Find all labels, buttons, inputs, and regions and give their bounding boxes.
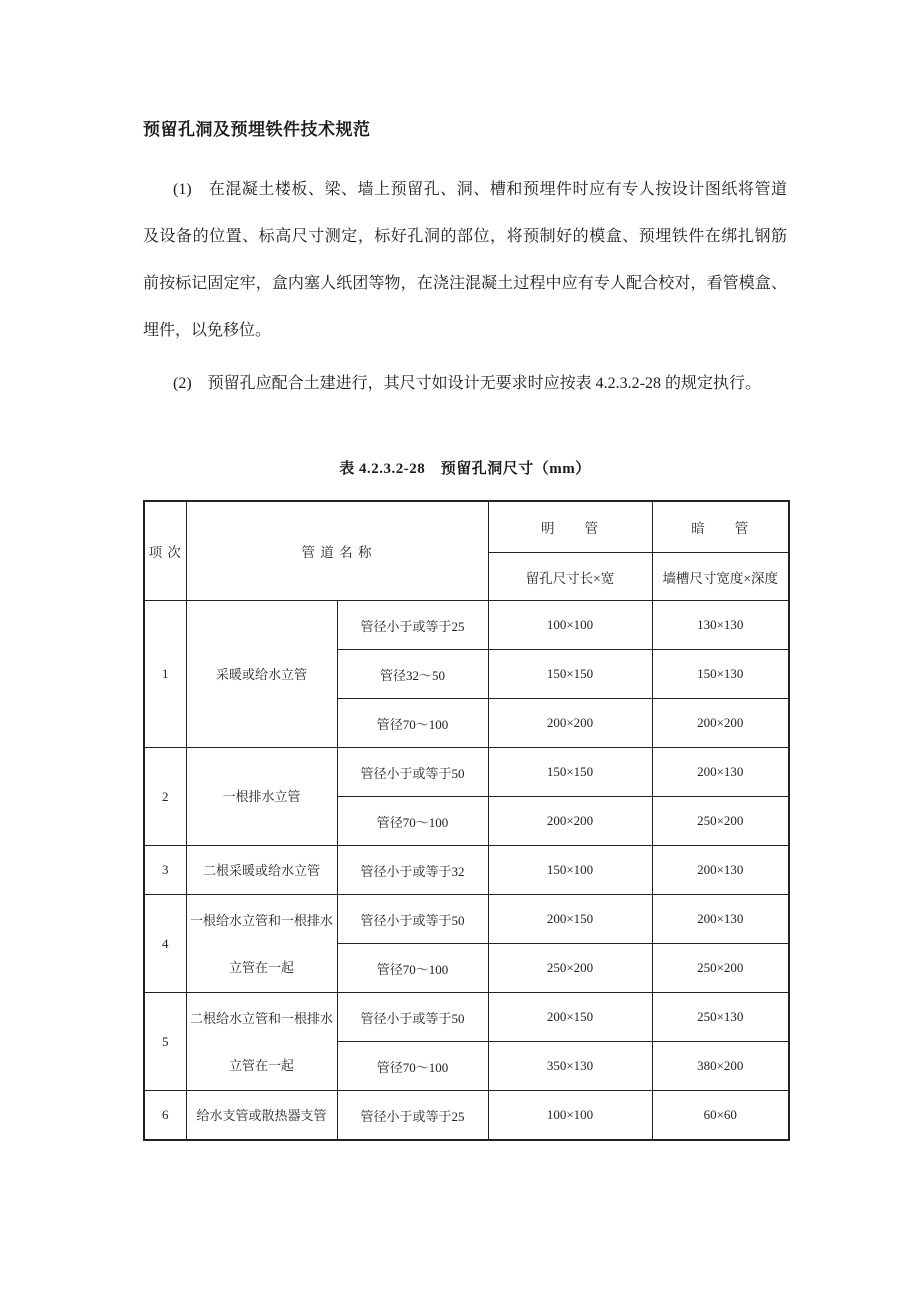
concealed-size-cell: 380×200	[652, 1042, 789, 1091]
concealed-size-cell: 200×130	[652, 846, 789, 895]
pipe-name-cell: 一根给水立管和一根排水立管在一起	[186, 895, 337, 993]
concealed-size-cell: 60×60	[652, 1091, 789, 1141]
item-number-cell: 3	[144, 846, 186, 895]
exposed-size-cell: 200×200	[488, 797, 652, 846]
exposed-size-cell: 200×150	[488, 895, 652, 944]
header-pipe-name-col: 管 道 名 称	[186, 501, 488, 601]
concealed-size-cell: 200×130	[652, 895, 789, 944]
paragraph-line: (2) 预留孔应配合土建进行，其尺寸如设计无要求时应按表 4.2.3.2-28 的规定执行。	[173, 375, 761, 392]
pipe-name-cell: 给水支管或散热器支管	[186, 1091, 337, 1141]
exposed-size-cell: 250×200	[488, 944, 652, 993]
concealed-size-cell: 200×130	[652, 748, 789, 797]
table-row	[144, 895, 789, 944]
concealed-size-cell: 250×130	[652, 993, 789, 1042]
paragraph-line: (1) 在混凝土楼板、梁、墙上预留孔、洞、槽和预埋件时应有专人按设计图纸将管道	[173, 181, 787, 198]
item-number-cell: 4	[144, 895, 186, 993]
exposed-size-cell: 200×200	[488, 699, 652, 748]
concealed-size-cell: 130×130	[652, 601, 789, 650]
header-item-col: 项 次	[144, 501, 186, 601]
exposed-size-cell: 100×100	[488, 601, 652, 650]
diameter-cell: 管径小于或等于50	[337, 895, 488, 944]
table-row	[144, 993, 789, 1042]
exposed-size-cell: 150×150	[488, 650, 652, 699]
diameter-cell: 管径70～100	[337, 1042, 488, 1091]
diameter-cell: 管径小于或等于50	[337, 748, 488, 797]
document-title: 预留孔洞及预埋铁件技术规范	[143, 120, 371, 139]
header-exposed-col: 明 管	[488, 501, 652, 553]
subheader-concealed-size: 墙槽尺寸宽度×深度	[652, 553, 789, 601]
diameter-cell: 管径小于或等于50	[337, 993, 488, 1042]
diameter-cell: 管径70～100	[337, 944, 488, 993]
pipe-name-cell: 二根给水立管和一根排水立管在一起	[186, 993, 337, 1091]
diameter-cell: 管径70～100	[337, 797, 488, 846]
diameter-cell: 管径小于或等于32	[337, 846, 488, 895]
paragraph-line: 及设备的位置、标高尺寸测定，标好孔洞的部位，将预制好的模盒、预埋铁件在绑扎钢筋	[143, 228, 787, 245]
pipe-name-cell: 二根采暖或给水立管	[186, 846, 337, 895]
concealed-size-cell: 250×200	[652, 944, 789, 993]
table-row	[144, 748, 789, 797]
item-number-cell: 1	[144, 601, 186, 748]
table-row	[144, 601, 789, 650]
exposed-size-cell: 150×100	[488, 846, 652, 895]
diameter-cell: 管径32～50	[337, 650, 488, 699]
table-caption: 表 4.2.3.2-28 预留孔洞尺寸（mm）	[339, 461, 591, 477]
exposed-size-cell: 350×130	[488, 1042, 652, 1091]
diameter-cell: 管径小于或等于25	[337, 1091, 488, 1141]
paragraph-line: 埋件，以免移位。	[143, 322, 272, 339]
exposed-size-cell: 100×100	[488, 1091, 652, 1141]
table-row	[144, 846, 789, 895]
table-header-row	[144, 501, 789, 553]
paragraph-2	[143, 360, 787, 407]
document-content	[143, 118, 787, 1141]
paragraph-1	[143, 166, 787, 354]
exposed-size-cell: 200×150	[488, 993, 652, 1042]
paragraph-line: 前按标记固定牢，盒内塞人纸团等物，在浇注混凝土过程中应有专人配合校对，看管模盒、	[143, 275, 787, 292]
header-concealed-col: 暗 管	[652, 501, 789, 553]
table-row	[144, 1091, 789, 1141]
exposed-size-cell: 150×150	[488, 748, 652, 797]
item-number-cell: 5	[144, 993, 186, 1091]
subheader-exposed-size: 留孔尺寸长×宽	[488, 553, 652, 601]
pipe-name-cell: 采暖或给水立管	[186, 601, 337, 748]
diameter-cell: 管径小于或等于25	[337, 601, 488, 650]
item-number-cell: 6	[144, 1091, 186, 1141]
item-number-cell: 2	[144, 748, 186, 846]
pipe-name-cell: 一根排水立管	[186, 748, 337, 846]
concealed-size-cell: 250×200	[652, 797, 789, 846]
concealed-size-cell: 150×130	[652, 650, 789, 699]
concealed-size-cell: 200×200	[652, 699, 789, 748]
reserved-hole-size-table	[143, 500, 790, 1141]
diameter-cell: 管径70～100	[337, 699, 488, 748]
